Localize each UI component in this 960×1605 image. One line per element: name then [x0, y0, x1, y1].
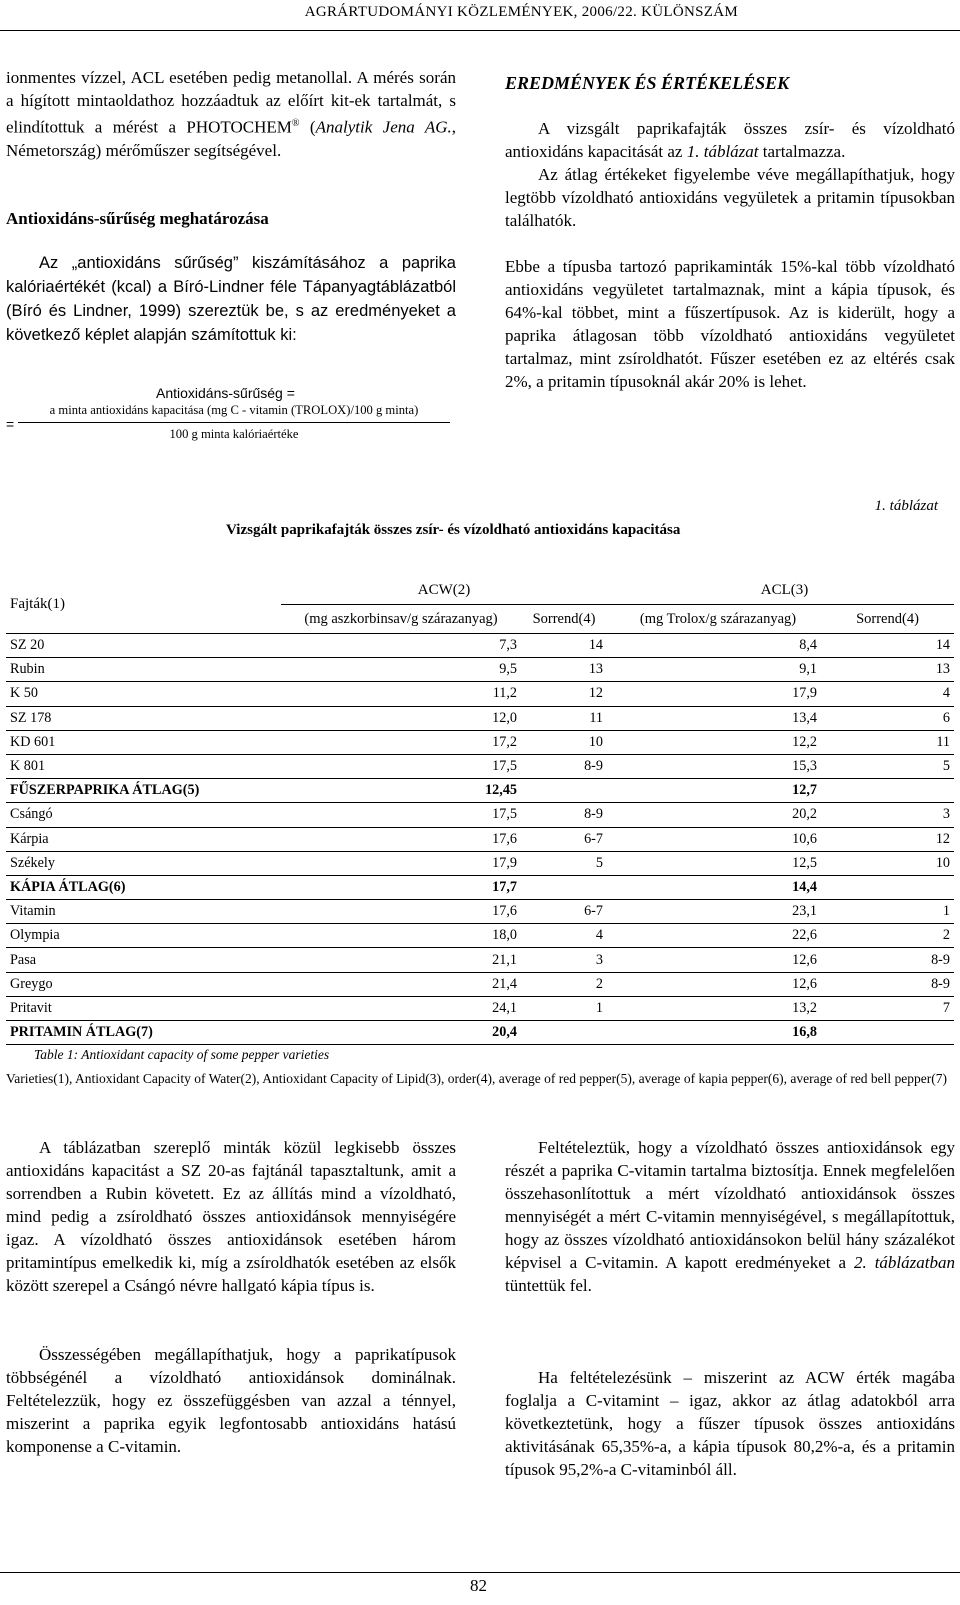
acw-rank-cell: 1 [521, 996, 607, 1020]
discussion-text-end: tüntettük fel. [505, 1276, 592, 1295]
table-row [6, 634, 954, 658]
results-text: A vizsgált paprikafajták összes zsír- és vízoldható antioxidáns kapacitását az [505, 119, 955, 161]
acw-value-cell: 20,4 [281, 1021, 521, 1045]
left-column-top [6, 66, 456, 162]
acw-value-cell: 17,9 [281, 851, 521, 875]
variety-cell: Greygo [6, 972, 273, 996]
acw-value-cell: 21,4 [281, 972, 521, 996]
variety-cell: Kárpia [6, 827, 273, 851]
formula-title: Antioxidáns-sűrűség = [156, 385, 295, 401]
method-text-end: , Németország) mérőműszer segítségével. [6, 117, 456, 160]
variety-cell: Pasa [6, 948, 273, 972]
variety-cell: FŰSZERPAPRIKA ÁTLAG(5) [6, 779, 273, 803]
acw-rank-cell [521, 1021, 607, 1045]
acl-value-cell: 23,1 [615, 900, 821, 924]
table-row [6, 730, 954, 754]
acw-rank-cell: 11 [521, 706, 607, 730]
acw-value-cell: 12,0 [281, 706, 521, 730]
acl-rank-cell: 8-9 [821, 972, 954, 996]
acw-rank-cell: 3 [521, 948, 607, 972]
acw-value-cell: 9,5 [281, 658, 521, 682]
acl-rank-cell: 3 [821, 803, 954, 827]
header-divider [0, 30, 960, 31]
acl-value-cell: 12,2 [615, 730, 821, 754]
variety-cell: K 50 [6, 682, 273, 706]
table-row [6, 948, 954, 972]
table-2-reference: 2. táblázatban [853, 1253, 955, 1272]
acl-value-cell: 17,9 [615, 682, 821, 706]
acl-rank-cell [821, 875, 954, 899]
acw-rank-cell [521, 875, 607, 899]
acw-rank-cell: 14 [521, 634, 607, 658]
table-row [6, 924, 954, 948]
acl-value-cell: 22,6 [615, 924, 821, 948]
acl-rank-cell [821, 779, 954, 803]
journal-header: AGRÁRTUDOMÁNYI KÖZLEMÉNYEK, 2006/22. KÜLÖNSZÁM [304, 4, 738, 20]
paragraph-density: Az „antioxidáns sűrűség” kiszámításához a paprika kalóriaértékét (kcal) a Bíró-Lindner féle Tápanyagtáblázatból (Bíró és Lindner, 1999) szereztük be, s az eredményeket a következő képlet alapján számítottuk ki: [6, 254, 456, 344]
acw-rank-cell: 8-9 [521, 803, 607, 827]
table-row [6, 706, 954, 730]
table-reference: 1. táblázat [686, 142, 759, 161]
paragraph-results-2: Az átlag értékeket figyelembe véve megállapíthatjuk, hogy legtöbb vízoldható antioxidáns vegyületek a pritamin típusokban találhatók. [505, 165, 955, 230]
acl-value-cell: 12,5 [615, 851, 821, 875]
acw-rank-cell: 5 [521, 851, 607, 875]
section-heading-density: Antioxidáns-sűrűség meghatározása [6, 209, 269, 228]
table-row [6, 779, 954, 803]
table-caption-english: Table 1: Antioxidant capacity of some pepper varieties [34, 1047, 330, 1062]
antioxidant-table [6, 576, 954, 1045]
column-header-acw-order: Sorrend(4) [521, 605, 607, 634]
acw-value-cell: 17,2 [281, 730, 521, 754]
table-row [6, 875, 954, 899]
table-legend-english: Varieties(1), Antioxidant Capacity of Water(2), Antioxidant Capacity of Lipid(3), order(4), average of red pepper(5), average of kapia pepper(6), average of red bell pepper(7) [6, 1071, 948, 1086]
table-row [6, 803, 954, 827]
acl-rank-cell: 7 [821, 996, 954, 1020]
acl-value-cell: 9,1 [615, 658, 821, 682]
acw-value-cell: 11,2 [281, 682, 521, 706]
paragraph-results-1 [505, 117, 955, 163]
variety-cell: SZ 178 [6, 706, 273, 730]
acw-value-cell: 18,0 [281, 924, 521, 948]
table-row [6, 658, 954, 682]
acl-value-cell: 8,4 [615, 634, 821, 658]
acw-rank-cell: 4 [521, 924, 607, 948]
formula-denominator: 100 g minta kalóriaértéke [169, 427, 299, 441]
acw-rank-cell: 13 [521, 658, 607, 682]
acl-rank-cell: 10 [821, 851, 954, 875]
acw-rank-cell: 12 [521, 682, 607, 706]
discussion-text: Feltételeztük, hogy a vízoldható összes antioxidánsok egy részét a paprika C-vitamin tartalma biztosítja. Ennek megfelelően összehasonlítottuk a mért vízoldható antioxidánsok összes mennyiségét a mért C-vitamin mennyiségével, s megállapítottuk, hogy az összes vízoldható antioxidánsokon belül hány százalékot képvisel a C-vitamin. A kapott eredményeket a [505, 1138, 955, 1272]
acw-rank-cell: 2 [521, 972, 607, 996]
column-header-acw: ACW(2) [281, 576, 607, 605]
column-header-acw-unit: (mg aszkorbinsav/g szárazanyag) [281, 605, 521, 634]
column-header-variety: Fajták(1) [6, 576, 273, 634]
acw-rank-cell: 6-7 [521, 827, 607, 851]
variety-cell: KÁPIA ÁTLAG(6) [6, 875, 273, 899]
paragraph-discussion-1: A táblázatban szereplő minták közül legkisebb összes antioxidáns kapacitást a SZ 20-as fajtánál tapasztaltunk, amit a sorrendben a Rubin követett. Ez az állítás mind a vízoldható, mind pedig a zsíroldható összes antioxidánsok mennyiségére igaz. A vízoldható összes antioxidánsok esetében három pritamintípus emelkedik ki, míg a zsíroldhatók esetében az elsők között szerepel a Csángó névre hallgató kápia típus is. [6, 1138, 456, 1295]
acl-rank-cell: 1 [821, 900, 954, 924]
formula-numerator: a minta antioxidáns kapacitása (mg C - vitamin (TROLOX)/100 g minta) [49, 403, 419, 417]
acl-rank-cell: 14 [821, 634, 954, 658]
column-header-acl-order: Sorrend(4) [821, 605, 954, 634]
column-header-acl: ACL(3) [615, 576, 954, 605]
acw-value-cell: 17,7 [281, 875, 521, 899]
table-title: Vizsgált paprikafajták összes zsír- és vízoldható antioxidáns kapacitása [226, 522, 681, 538]
column-header-acl-unit: (mg Trolox/g szárazanyag) [615, 605, 821, 634]
acw-rank-cell [521, 779, 607, 803]
paragraph-method: ionmentes vízzel, ACL esetében pedig metanollal. A mérés során a hígított mintaoldathoz hozzáadtuk az előírt kit-ek tartalmát, s elindítottuk a mérést a PHOTOCHEM® (Analytik Jena AG., Németország) mérőműszer segítségével. [6, 68, 456, 160]
acl-rank-cell: 12 [821, 827, 954, 851]
acw-value-cell: 17,5 [281, 754, 521, 778]
table-row [6, 827, 954, 851]
variety-cell: Vitamin [6, 900, 273, 924]
section-heading-results: EREDMÉNYEK ÉS ÉRTÉKELÉSEK [505, 73, 790, 93]
acl-rank-cell: 11 [821, 730, 954, 754]
variety-cell: Csángó [6, 803, 273, 827]
variety-cell: Rubin [6, 658, 273, 682]
table-row [6, 900, 954, 924]
table-row [6, 996, 954, 1020]
acl-rank-cell [821, 1021, 954, 1045]
acl-value-cell: 16,8 [615, 1021, 821, 1045]
acl-rank-cell: 8-9 [821, 948, 954, 972]
acw-rank-cell: 6-7 [521, 900, 607, 924]
acl-rank-cell: 5 [821, 754, 954, 778]
acl-value-cell: 12,6 [615, 948, 821, 972]
paragraph-discussion-3 [505, 1136, 955, 1297]
table-row [6, 1021, 954, 1045]
acw-rank-cell: 10 [521, 730, 607, 754]
table-row [6, 972, 954, 996]
registered-mark: ® [291, 118, 300, 129]
table-header-row-1 [6, 576, 954, 605]
acw-value-cell: 21,1 [281, 948, 521, 972]
acw-rank-cell: 8-9 [521, 754, 607, 778]
variety-cell: Székely [6, 851, 273, 875]
footer-divider [0, 1572, 960, 1573]
table-label: 1. táblázat [874, 498, 938, 514]
acl-value-cell: 15,3 [615, 754, 821, 778]
variety-cell: KD 601 [6, 730, 273, 754]
paragraph-discussion-4: Ha feltételezésünk – miszerint az ACW érték magába foglalja a C-vitamint – igaz, akkor az átlag adatokból arra következtetünk, hogy a fűszer típusok összes antioxidáns aktivitásának 65,35%-a, a kápia típusok 80,2%-a, és a pritamin típusok 95,2%-a C-vitaminból áll. [505, 1368, 955, 1479]
method-text: ionmentes vízzel, ACL esetében pedig metanollal. A mérés során a hígított mintaoldathoz hozzáadtuk az előírt kit-ek tartalmát, s elindítottuk a mérést a PHOTOCHEM [6, 68, 456, 137]
acl-rank-cell: 2 [821, 924, 954, 948]
results-text-end: tartalmazza. [758, 142, 846, 161]
acw-value-cell: 24,1 [281, 996, 521, 1020]
formula-equals: = [6, 416, 15, 432]
table-row [6, 851, 954, 875]
paragraph-discussion-2: Összességében megállapíthatjuk, hogy a paprikatípusok többségénél a vízoldható antioxidánsok dominálnak. Feltételezzük, hogy ez összefüggésben van azzal a ténnyel, miszerint a paprika egyik legfontosabb antioxidáns hatású komponense a C-vitamin. [6, 1345, 456, 1456]
acw-value-cell: 7,3 [281, 634, 521, 658]
page-number: 82 [470, 1576, 487, 1595]
acw-value-cell: 17,6 [281, 900, 521, 924]
variety-cell: SZ 20 [6, 634, 273, 658]
table-row [6, 682, 954, 706]
manufacturer-name: Analytik Jena AG. [315, 117, 452, 137]
variety-cell: PRITAMIN ÁTLAG(7) [6, 1021, 273, 1045]
acl-value-cell: 12,7 [615, 779, 821, 803]
acw-value-cell: 12,45 [281, 779, 521, 803]
paragraph-results-3: Ebbe a típusba tartozó paprikaminták 15%-kal több vízoldható antioxidáns vegyületet tartalmaznak, mint a kápia típusok, és 64%-kal többet, mint a fűszertípusok. Az is kiderült, hogy a paprika átlagosan több vízoldható antioxidáns vegyületet tartalmaz, mint zsíroldhatót. Fűszer esetében ez az eltérés csak 2%, a pritamin típusoknál akár 20% is lehet. [505, 257, 955, 391]
acw-value-cell: 17,6 [281, 827, 521, 851]
acl-value-cell: 20,2 [615, 803, 821, 827]
acw-value-cell: 17,5 [281, 803, 521, 827]
variety-cell: Pritavit [6, 996, 273, 1020]
fraction-line [18, 422, 450, 423]
acl-value-cell: 13,2 [615, 996, 821, 1020]
acl-value-cell: 13,4 [615, 706, 821, 730]
variety-cell: K 801 [6, 754, 273, 778]
variety-cell: Olympia [6, 924, 273, 948]
table-row [6, 754, 954, 778]
acl-rank-cell: 4 [821, 682, 954, 706]
acl-value-cell: 14,4 [615, 875, 821, 899]
acl-value-cell: 10,6 [615, 827, 821, 851]
table-body [6, 634, 954, 1045]
acl-value-cell: 12,6 [615, 972, 821, 996]
acl-rank-cell: 6 [821, 706, 954, 730]
acl-rank-cell: 13 [821, 658, 954, 682]
